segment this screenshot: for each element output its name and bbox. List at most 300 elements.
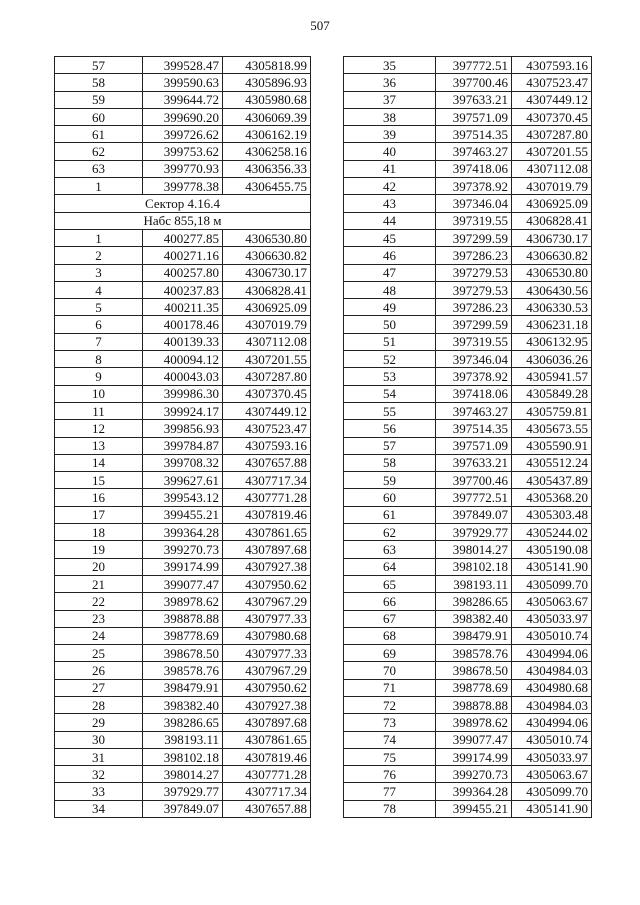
coordinate-x: 397849.07 (143, 800, 223, 817)
point-number: 8 (55, 351, 143, 368)
coordinate-y: 4307861.65 (223, 731, 311, 748)
table-row (344, 627, 592, 644)
coordinate-x: 399528.47 (143, 57, 223, 74)
table-row (55, 264, 311, 281)
point-number: 33 (55, 783, 143, 800)
coordinate-x: 398578.76 (143, 662, 223, 679)
coordinate-y: 4307819.46 (223, 748, 311, 765)
table-row (55, 108, 311, 125)
coordinate-y: 4305512.24 (512, 454, 592, 471)
point-number: 25 (55, 645, 143, 662)
section-subtitle: Набс 855,18 м (55, 212, 311, 229)
point-number: 49 (344, 299, 436, 316)
point-number: 39 (344, 126, 436, 143)
point-number: 77 (344, 783, 436, 800)
coordinate-y: 4307112.08 (512, 160, 592, 177)
point-number: 1 (55, 178, 143, 195)
coordinate-x: 398578.76 (436, 645, 512, 662)
point-number: 14 (55, 454, 143, 471)
point-number: 65 (344, 575, 436, 592)
coordinate-y: 4305818.99 (223, 57, 311, 74)
table-row (55, 593, 311, 610)
table-row (55, 91, 311, 108)
coordinate-x: 398678.50 (143, 645, 223, 662)
table-row (344, 351, 592, 368)
coordinate-y: 4307717.34 (223, 783, 311, 800)
table-row (55, 541, 311, 558)
coordinate-y: 4305141.90 (512, 558, 592, 575)
coordinate-y: 4306455.75 (223, 178, 311, 195)
coordinate-y: 4307523.47 (223, 420, 311, 437)
coordinate-x: 398382.40 (143, 696, 223, 713)
table-row (344, 575, 592, 592)
coordinate-x: 399455.21 (436, 800, 512, 817)
table-row (55, 57, 311, 74)
point-number: 50 (344, 316, 436, 333)
coordinate-y: 4305063.67 (512, 593, 592, 610)
coordinate-x: 400139.33 (143, 333, 223, 350)
coordinate-x: 397279.53 (436, 281, 512, 298)
point-number: 52 (344, 351, 436, 368)
table-row (55, 679, 311, 696)
point-number: 53 (344, 368, 436, 385)
table-row (344, 454, 592, 471)
coordinate-y: 4305759.81 (512, 402, 592, 419)
coordinate-x: 398014.27 (143, 766, 223, 783)
coordinate-y: 4307449.12 (223, 402, 311, 419)
coordinate-x: 397571.09 (436, 108, 512, 125)
coordinate-x: 397346.04 (436, 351, 512, 368)
coordinate-y: 4306828.41 (512, 212, 592, 229)
point-number: 9 (55, 368, 143, 385)
table-row (55, 281, 311, 298)
coordinate-x: 397378.92 (436, 368, 512, 385)
table-row (344, 402, 592, 419)
table-row (55, 437, 311, 454)
table-row (344, 679, 592, 696)
coordinate-y: 4306925.09 (223, 299, 311, 316)
coordinate-x: 397849.07 (436, 506, 512, 523)
point-number: 68 (344, 627, 436, 644)
table-row (344, 748, 592, 765)
section-subtitle-row (55, 212, 311, 229)
coordinate-x: 400277.85 (143, 229, 223, 246)
table-row (344, 766, 592, 783)
point-number: 34 (55, 800, 143, 817)
table-row (55, 454, 311, 471)
table-row (344, 696, 592, 713)
coordinate-y: 4307449.12 (512, 91, 592, 108)
coordinate-x: 400043.03 (143, 368, 223, 385)
table-row (344, 316, 592, 333)
table-row (55, 783, 311, 800)
point-number: 22 (55, 593, 143, 610)
point-number: 37 (344, 91, 436, 108)
coordinate-y: 4305980.68 (223, 91, 311, 108)
table-row (344, 229, 592, 246)
table-row (344, 195, 592, 212)
coordinate-y: 4305099.70 (512, 575, 592, 592)
coordinate-x: 399174.99 (436, 748, 512, 765)
coordinate-x: 400271.16 (143, 247, 223, 264)
coordinate-y: 4305033.97 (512, 610, 592, 627)
coordinate-y: 4306132.95 (512, 333, 592, 350)
coordinate-x: 399986.30 (143, 385, 223, 402)
table-row (344, 299, 592, 316)
coordinate-x: 397571.09 (436, 437, 512, 454)
coordinate-y: 4305010.74 (512, 731, 592, 748)
point-number: 61 (55, 126, 143, 143)
coordinate-x: 398102.18 (143, 748, 223, 765)
coordinate-y: 4305063.67 (512, 766, 592, 783)
coordinate-x: 399770.93 (143, 160, 223, 177)
coordinate-y: 4307950.62 (223, 679, 311, 696)
point-number: 29 (55, 714, 143, 731)
coordinate-x: 399270.73 (436, 766, 512, 783)
coordinate-x: 397378.92 (436, 178, 512, 195)
table-row (55, 610, 311, 627)
point-number: 17 (55, 506, 143, 523)
table-row (344, 74, 592, 91)
coordinate-x: 399627.61 (143, 472, 223, 489)
coordinate-x: 398382.40 (436, 610, 512, 627)
point-number: 55 (344, 402, 436, 419)
coordinate-y: 4304984.03 (512, 662, 592, 679)
point-number: 43 (344, 195, 436, 212)
coordinate-y: 4305896.93 (223, 74, 311, 91)
point-number: 69 (344, 645, 436, 662)
coordinate-x: 397286.23 (436, 247, 512, 264)
point-number: 45 (344, 229, 436, 246)
point-number: 58 (344, 454, 436, 471)
point-number: 15 (55, 472, 143, 489)
table-row (344, 281, 592, 298)
table-row (55, 143, 311, 160)
coordinate-x: 397319.55 (436, 212, 512, 229)
table-row (55, 333, 311, 350)
coordinate-y: 4304984.03 (512, 696, 592, 713)
coordinate-y: 4307980.68 (223, 627, 311, 644)
point-number: 28 (55, 696, 143, 713)
table-row (55, 420, 311, 437)
table-row (55, 351, 311, 368)
coordinate-y: 4307897.68 (223, 541, 311, 558)
coordinate-y: 4307370.45 (512, 108, 592, 125)
coordinate-y: 4306162.19 (223, 126, 311, 143)
table-row (344, 108, 592, 125)
coordinate-x: 398978.62 (436, 714, 512, 731)
coordinate-x: 399174.99 (143, 558, 223, 575)
coordinate-x: 399784.87 (143, 437, 223, 454)
point-number: 64 (344, 558, 436, 575)
coordinate-y: 4305849.28 (512, 385, 592, 402)
table-row (344, 610, 592, 627)
table-row (344, 212, 592, 229)
table-row (55, 524, 311, 541)
coordinates-table-right (343, 56, 592, 818)
point-number: 70 (344, 662, 436, 679)
coordinate-y: 4307819.46 (223, 506, 311, 523)
table-row (344, 126, 592, 143)
point-number: 44 (344, 212, 436, 229)
coordinate-y: 4306630.82 (223, 247, 311, 264)
coordinates-table-left (54, 56, 311, 818)
point-number: 41 (344, 160, 436, 177)
coordinate-y: 4306430.56 (512, 281, 592, 298)
point-number: 3 (55, 264, 143, 281)
table-row (55, 645, 311, 662)
table-row (55, 800, 311, 817)
coordinate-y: 4306530.80 (223, 229, 311, 246)
coordinate-x: 398193.11 (436, 575, 512, 592)
coordinate-y: 4307019.79 (512, 178, 592, 195)
coordinate-y: 4305010.74 (512, 627, 592, 644)
table-row (344, 57, 592, 74)
table-row (55, 731, 311, 748)
point-number: 63 (55, 160, 143, 177)
coordinate-x: 397633.21 (436, 91, 512, 108)
coordinate-y: 4306356.33 (223, 160, 311, 177)
coordinate-y: 4306730.17 (223, 264, 311, 281)
table-row (344, 437, 592, 454)
table-row (344, 333, 592, 350)
coordinate-y: 4306069.39 (223, 108, 311, 125)
coordinate-x: 399856.93 (143, 420, 223, 437)
point-number: 63 (344, 541, 436, 558)
coordinate-y: 4307019.79 (223, 316, 311, 333)
coordinate-x: 397319.55 (436, 333, 512, 350)
coordinate-x: 399455.21 (143, 506, 223, 523)
coordinate-y: 4305141.90 (512, 800, 592, 817)
table-row (344, 143, 592, 160)
table-row (344, 178, 592, 195)
coordinate-x: 397514.35 (436, 420, 512, 437)
coordinate-y: 4305099.70 (512, 783, 592, 800)
point-number: 74 (344, 731, 436, 748)
coordinate-x: 400094.12 (143, 351, 223, 368)
table-row (55, 247, 311, 264)
coordinate-x: 398978.62 (143, 593, 223, 610)
coordinate-x: 397279.53 (436, 264, 512, 281)
point-number: 66 (344, 593, 436, 610)
coordinate-y: 4307287.80 (512, 126, 592, 143)
coordinate-y: 4305244.02 (512, 524, 592, 541)
point-number: 12 (55, 420, 143, 437)
point-number: 67 (344, 610, 436, 627)
table-row (55, 178, 311, 195)
coordinate-y: 4306730.17 (512, 229, 592, 246)
coordinate-y: 4307950.62 (223, 575, 311, 592)
coordinate-x: 398479.91 (436, 627, 512, 644)
coordinate-x: 398102.18 (436, 558, 512, 575)
coordinate-x: 399726.62 (143, 126, 223, 143)
table-row (55, 472, 311, 489)
coordinate-y: 4304994.06 (512, 645, 592, 662)
coordinate-y: 4306330.53 (512, 299, 592, 316)
table-row (344, 645, 592, 662)
point-number: 46 (344, 247, 436, 264)
coordinate-y: 4306231.18 (512, 316, 592, 333)
point-number: 16 (55, 489, 143, 506)
point-number: 38 (344, 108, 436, 125)
coordinate-y: 4307977.33 (223, 610, 311, 627)
point-number: 6 (55, 316, 143, 333)
point-number: 59 (55, 91, 143, 108)
point-number: 1 (55, 229, 143, 246)
coordinate-y: 4307370.45 (223, 385, 311, 402)
coordinate-y: 4306258.16 (223, 143, 311, 160)
coordinate-x: 398014.27 (436, 541, 512, 558)
table-row (55, 402, 311, 419)
point-number: 24 (55, 627, 143, 644)
coordinate-y: 4305190.08 (512, 541, 592, 558)
coordinate-y: 4307201.55 (223, 351, 311, 368)
table-row (55, 714, 311, 731)
coordinate-x: 398193.11 (143, 731, 223, 748)
table-row (55, 385, 311, 402)
point-number: 51 (344, 333, 436, 350)
coordinate-y: 4305303.48 (512, 506, 592, 523)
table-row (344, 160, 592, 177)
point-number: 31 (55, 748, 143, 765)
coordinate-x: 397772.51 (436, 57, 512, 74)
table-row (55, 74, 311, 91)
point-number: 47 (344, 264, 436, 281)
coordinate-x: 397463.27 (436, 402, 512, 419)
point-number: 18 (55, 524, 143, 541)
coordinate-y: 4307967.29 (223, 662, 311, 679)
coordinate-x: 399270.73 (143, 541, 223, 558)
table-row (55, 662, 311, 679)
point-number: 23 (55, 610, 143, 627)
coordinate-y: 4306925.09 (512, 195, 592, 212)
point-number: 54 (344, 385, 436, 402)
coordinate-y: 4305368.20 (512, 489, 592, 506)
table-row (55, 748, 311, 765)
coordinate-x: 400237.83 (143, 281, 223, 298)
point-number: 56 (344, 420, 436, 437)
point-number: 72 (344, 696, 436, 713)
coordinate-y: 4307201.55 (512, 143, 592, 160)
point-number: 5 (55, 299, 143, 316)
coordinate-x: 397286.23 (436, 299, 512, 316)
coordinate-x: 398479.91 (143, 679, 223, 696)
coordinate-y: 4304980.68 (512, 679, 592, 696)
table-row (55, 126, 311, 143)
point-number: 57 (55, 57, 143, 74)
point-number: 71 (344, 679, 436, 696)
coordinate-x: 399924.17 (143, 402, 223, 419)
table-row (344, 91, 592, 108)
table-row (344, 783, 592, 800)
point-number: 30 (55, 731, 143, 748)
coordinate-x: 399690.20 (143, 108, 223, 125)
table-row (344, 593, 592, 610)
coordinate-x: 397346.04 (436, 195, 512, 212)
coordinate-y: 4307977.33 (223, 645, 311, 662)
point-number: 76 (344, 766, 436, 783)
coordinate-x: 397700.46 (436, 472, 512, 489)
point-number: 21 (55, 575, 143, 592)
point-number: 7 (55, 333, 143, 350)
coordinate-y: 4306530.80 (512, 264, 592, 281)
point-number: 78 (344, 800, 436, 817)
coordinate-x: 398286.65 (436, 593, 512, 610)
point-number: 20 (55, 558, 143, 575)
coordinate-x: 397514.35 (436, 126, 512, 143)
point-number: 13 (55, 437, 143, 454)
point-number: 4 (55, 281, 143, 298)
coordinate-x: 397700.46 (436, 74, 512, 91)
point-number: 36 (344, 74, 436, 91)
point-number: 2 (55, 247, 143, 264)
coordinate-x: 398286.65 (143, 714, 223, 731)
coordinate-y: 4307523.47 (512, 74, 592, 91)
coordinate-x: 397772.51 (436, 489, 512, 506)
coordinate-x: 400257.80 (143, 264, 223, 281)
table-row (344, 541, 592, 558)
coordinate-x: 397299.59 (436, 229, 512, 246)
table-row (55, 489, 311, 506)
point-number: 11 (55, 402, 143, 419)
point-number: 42 (344, 178, 436, 195)
coordinate-y: 4305941.57 (512, 368, 592, 385)
coordinate-x: 397463.27 (436, 143, 512, 160)
coordinate-y: 4306630.82 (512, 247, 592, 264)
table-row (344, 489, 592, 506)
table-row (344, 524, 592, 541)
table-row (344, 558, 592, 575)
coordinate-x: 398778.69 (143, 627, 223, 644)
table-row (344, 731, 592, 748)
coordinate-y: 4307593.16 (512, 57, 592, 74)
page-number: 507 (310, 18, 330, 33)
coordinate-y: 4307112.08 (223, 333, 311, 350)
point-number: 32 (55, 766, 143, 783)
coordinate-y: 4304994.06 (512, 714, 592, 731)
coordinate-x: 399077.47 (436, 731, 512, 748)
point-number: 40 (344, 143, 436, 160)
section-header-row (55, 195, 311, 212)
coordinate-y: 4306036.26 (512, 351, 592, 368)
coordinate-x: 400211.35 (143, 299, 223, 316)
point-number: 35 (344, 57, 436, 74)
coordinate-x: 399077.47 (143, 575, 223, 592)
table-row (55, 575, 311, 592)
point-number: 62 (55, 143, 143, 160)
point-number: 62 (344, 524, 436, 541)
coordinate-y: 4307657.88 (223, 454, 311, 471)
table-row (344, 420, 592, 437)
section-title: Сектор 4.16.4 (55, 195, 311, 212)
point-number: 19 (55, 541, 143, 558)
coordinate-x: 399364.28 (143, 524, 223, 541)
point-number: 61 (344, 506, 436, 523)
coordinate-x: 399753.62 (143, 143, 223, 160)
table-row (55, 229, 311, 246)
coordinate-y: 4307771.28 (223, 489, 311, 506)
point-number: 73 (344, 714, 436, 731)
coordinate-x: 398878.88 (436, 696, 512, 713)
coordinate-y: 4307897.68 (223, 714, 311, 731)
coordinate-y: 4307771.28 (223, 766, 311, 783)
table-row (344, 368, 592, 385)
table-row (344, 385, 592, 402)
table-row (344, 506, 592, 523)
coordinate-y: 4307927.38 (223, 558, 311, 575)
coordinate-y: 4305437.89 (512, 472, 592, 489)
point-number: 10 (55, 385, 143, 402)
